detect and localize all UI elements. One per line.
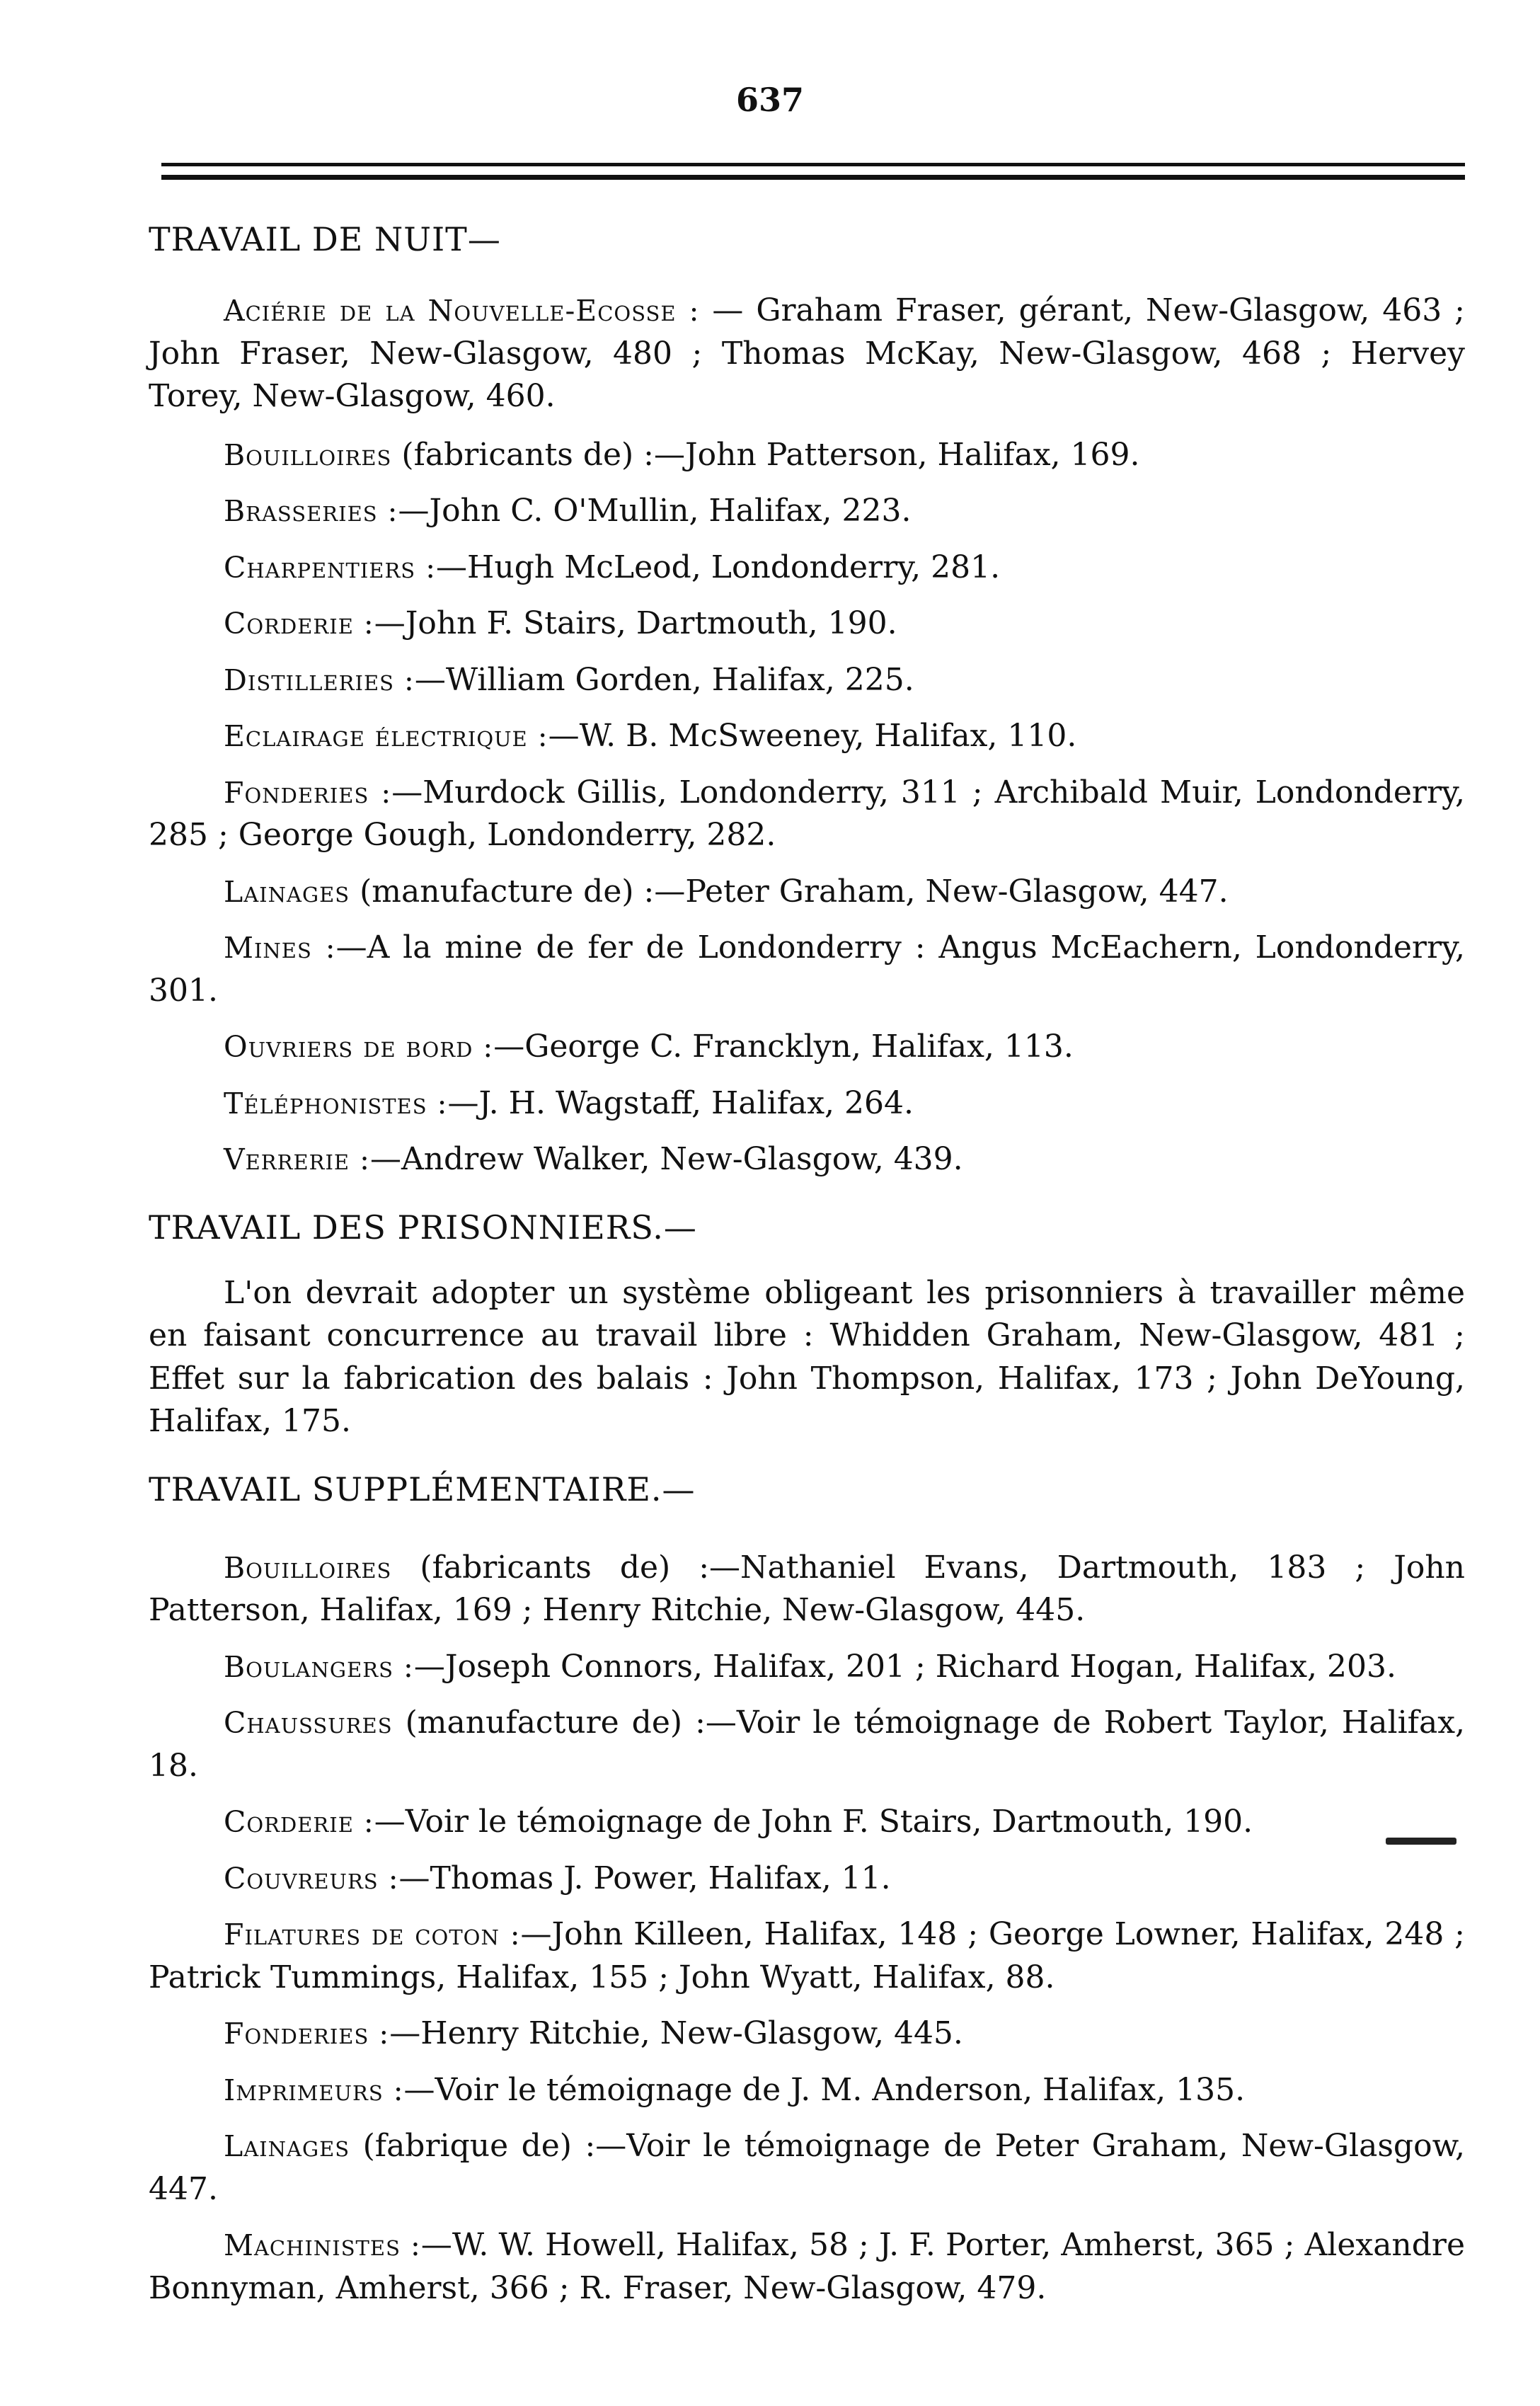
entry-label: Fonderies : bbox=[224, 775, 392, 810]
entry-text: —J. H. Wagstaff, Halifax, 264. bbox=[447, 1084, 914, 1121]
list-item bbox=[149, 1702, 1465, 1787]
list-item bbox=[149, 490, 1465, 533]
entry-text: (fabricants de) :—John Patterson, Halifax, 169. bbox=[391, 436, 1140, 473]
entry-label: Ouvriers de bord : bbox=[224, 1030, 494, 1064]
entry-label: Couvreurs : bbox=[224, 1861, 399, 1896]
list-item bbox=[149, 871, 1465, 914]
list-item bbox=[149, 1138, 1465, 1181]
section-heading: TRAVAIL DE NUIT— bbox=[149, 220, 501, 258]
entry-label: Eclairage électrique : bbox=[224, 719, 548, 753]
entry-text: —W. B. McSweeney, Halifax, 110. bbox=[548, 718, 1077, 754]
header-rule-thick bbox=[161, 175, 1465, 180]
entry-label: Téléphonistes : bbox=[224, 1086, 448, 1121]
list-item bbox=[149, 1082, 1465, 1125]
section-heading: TRAVAIL DES PRISONNIERS.— bbox=[149, 1208, 697, 1247]
entry-text: —Joseph Connors, Halifax, 201 ; Richard Hogan, Halifax, 203. bbox=[413, 1648, 1396, 1685]
entry-text: —John C. O'Mullin, Halifax, 223. bbox=[398, 493, 912, 529]
entry-label: Fonderies : bbox=[224, 2017, 390, 2051]
entry-label: Bouilloires bbox=[224, 1550, 392, 1585]
entry-text: —Voir le témoignage de John F. Stairs, Dartmouth, 190. bbox=[374, 1804, 1253, 1840]
entry-label: Verrerie : bbox=[224, 1142, 370, 1176]
entry-label: Filatures de coton : bbox=[224, 1918, 521, 1952]
list-item bbox=[149, 927, 1465, 1012]
list-item bbox=[149, 2012, 1465, 2056]
list-item bbox=[149, 772, 1465, 857]
list-item bbox=[149, 1026, 1465, 1069]
page-number: 637 bbox=[735, 81, 805, 119]
list-item bbox=[149, 659, 1465, 702]
entry-label: Lainages bbox=[224, 874, 350, 909]
list-item bbox=[149, 1857, 1465, 1901]
list-item bbox=[149, 715, 1465, 758]
entry-text: —George C. Francklyn, Halifax, 113. bbox=[493, 1029, 1074, 1065]
section-travail-de-nuit bbox=[149, 214, 1465, 1181]
entry-label: Aciérie de la Nouvelle-Ecosse : bbox=[224, 294, 700, 328]
list-item bbox=[149, 2069, 1465, 2112]
entry-text: —Thomas J. Power, Halifax, 11. bbox=[398, 1860, 891, 1896]
entry-text: —Murdock Gillis, Londonderry, 311 ; Archibald Muir, Londonderry, 285 ; George Gough, Londonderry, 282. bbox=[149, 774, 1465, 853]
entry-label: Boulangers : bbox=[224, 1649, 414, 1684]
list-item bbox=[149, 1547, 1465, 1632]
entry-label: Brasseries : bbox=[224, 494, 398, 528]
entry-text: (fabricants de) :—Nathaniel Evans, Dartmouth, 183 ; John Patterson, Halifax, 169 ; Henry Ritchie, New-Glasgow, 445. bbox=[149, 1549, 1465, 1628]
section-travail-des-prisonniers bbox=[149, 1203, 1465, 1443]
entry-text: —W. W. Howell, Halifax, 58 ; J. F. Porter, Amherst, 365 ; Alexandre Bonnyman, Amherst, 366 ; R. Fraser, New-Glasgow, 479. bbox=[149, 2227, 1465, 2306]
entry-text: —Andrew Walker, New-Glasgow, 439. bbox=[369, 1141, 963, 1177]
entry-label: Distilleries : bbox=[224, 663, 415, 697]
entry-text: (fabrique de) :—Voir le témoignage de Peter Graham, New-Glasgow, 447. bbox=[149, 2128, 1465, 2207]
list-item bbox=[149, 434, 1465, 477]
entry-text: —Hugh McLeod, Londonderry, 281. bbox=[436, 549, 1001, 585]
list-item bbox=[149, 2125, 1465, 2211]
entry-label: Mines : bbox=[224, 931, 336, 965]
section-paragraph: L'on devrait adopter un système obligeant les prisonniers à travailler même en faisant concurrence au travail libre : Whidden Graham, New-Glasgow, 481 ; Effet sur la fabrication des balais : John Thompson, Halifax, 173 ; John DeYoung, Halifax, 175. bbox=[149, 1274, 1465, 1439]
entry-label: Chaussures bbox=[224, 1706, 393, 1740]
entry-label: Corderie : bbox=[224, 1805, 374, 1839]
entry-text: —A la mine de fer de Londonderry : Angus McEachern, Londonderry, 301. bbox=[149, 929, 1465, 1009]
entry-label: Bouilloires bbox=[224, 437, 392, 472]
entry-text: —John Killeen, Halifax, 148 ; George Lowner, Halifax, 248 ; Patrick Tummings, Halifax, 155 ; John Wyatt, Halifax, 88. bbox=[149, 1916, 1465, 1995]
entry-label: Lainages bbox=[224, 2129, 350, 2163]
entry-text: —Henry Ritchie, New-Glasgow, 445. bbox=[389, 2015, 963, 2051]
list-item bbox=[149, 546, 1465, 590]
list-item bbox=[149, 2224, 1465, 2310]
entry-label: Imprimeurs : bbox=[224, 2073, 404, 2107]
entry-text: (manufacture de) :—Voir le témoignage de Robert Taylor, Halifax, 18. bbox=[149, 1705, 1465, 1784]
list-item bbox=[149, 1801, 1465, 1844]
entry-text: —Voir le témoignage de J. M. Anderson, Halifax, 135. bbox=[403, 2071, 1246, 2108]
list-item bbox=[149, 1913, 1465, 1999]
entry-label: Corderie : bbox=[224, 607, 374, 641]
section-travail-supplementaire bbox=[149, 1465, 1465, 2310]
list-item bbox=[149, 602, 1465, 646]
ink-smudge bbox=[1386, 1838, 1456, 1845]
entry-label: Charpentiers : bbox=[224, 550, 437, 585]
list-item bbox=[149, 290, 1465, 418]
entry-text: (manufacture de) :—Peter Graham, New-Glasgow, 447. bbox=[350, 873, 1229, 910]
entry-text: — Graham Fraser, gérant, New-Glasgow, 463 ; John Fraser, New-Glasgow, 480 ; Thomas McKay, New-Glasgow, 468 ; Hervey Torey, New-Glasgow, 460. bbox=[149, 292, 1465, 414]
list-item bbox=[149, 1646, 1465, 1689]
section-heading: TRAVAIL SUPPLÉMENTAIRE.— bbox=[149, 1470, 696, 1508]
entry-text: —John F. Stairs, Dartmouth, 190. bbox=[374, 605, 897, 641]
entry-text: —William Gorden, Halifax, 225. bbox=[414, 661, 914, 698]
header-rule-thin bbox=[161, 163, 1465, 166]
entry-label: Machinistes : bbox=[224, 2228, 421, 2262]
page-content bbox=[149, 214, 1465, 2331]
